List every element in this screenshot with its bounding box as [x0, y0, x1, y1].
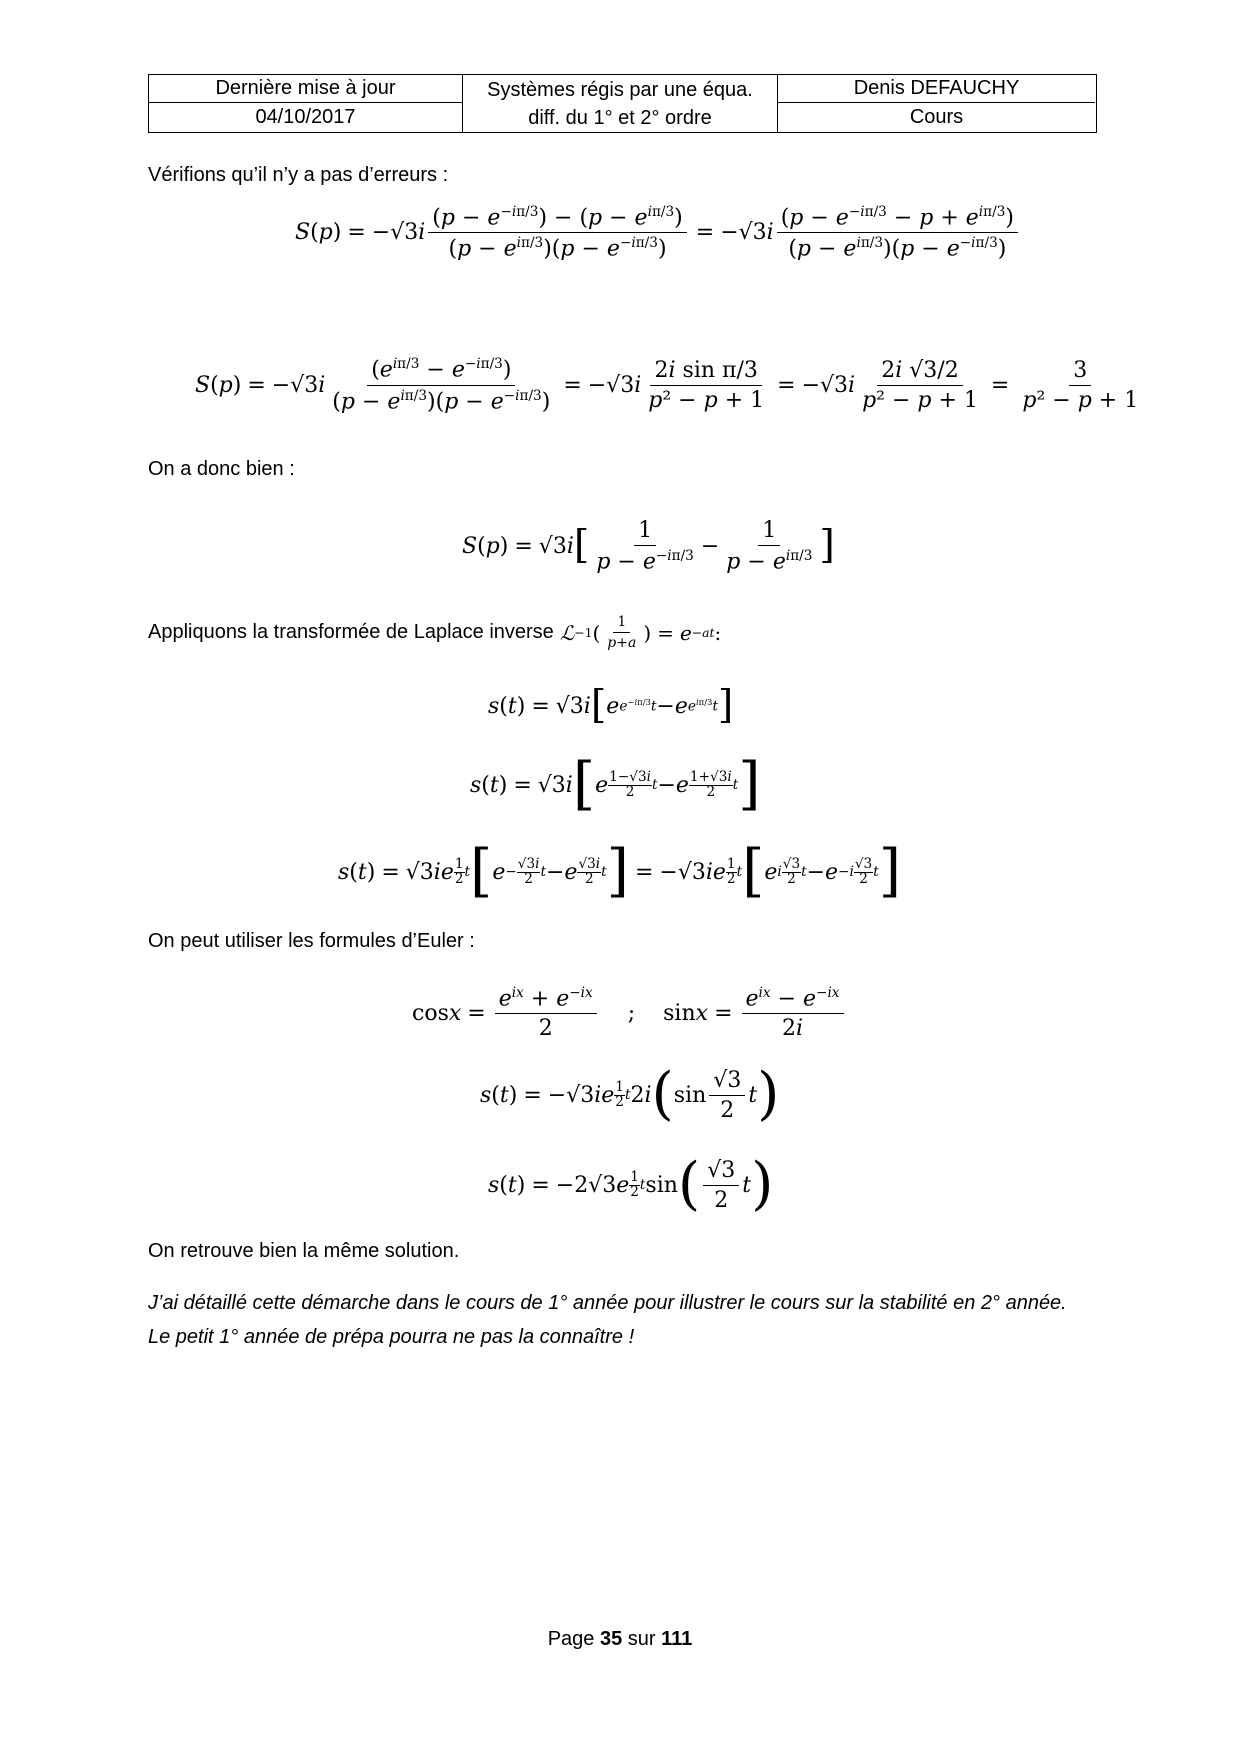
equation-3: S ( p ) = √3 i [ $\frac{1}{p - e^{-i\pi/3}}$ − $\frac{1}{p - e^{i\pi/3}}$ ]: [462, 517, 835, 575]
laplace-text: Appliquons la transformée de Laplace inverse: [148, 621, 554, 643]
equation-2: S ( p ) = −√3 i $\frac{(e^{i\pi/3} - e^{-i\pi/3})}{(p - e^{i\pi/3})(p - e^{-i\pi/3})}$ = −√3 i $\frac{\text{2i sin π/3}}{\text{p² − p + 1}}$ = −√3 i $\frac{2i √3/2}{\text{p² − p + 1}}$ = $\frac{3}{\text{p² − p + 1}}$: [195, 356, 1139, 414]
header-table: [148, 74, 1097, 133]
note-line-1: J’ai détaillé cette démarche dans le cours de 1° année pour illustrer le cours sur la stabilité en 2° année.: [148, 1292, 1067, 1314]
equation-euler: cos x = $\frac{e^{ix} + e^{-ix}}{2}$ ; sin x = $\frac{e^{ix} - e^{-ix}}{2i}$: [412, 978, 847, 1048]
laplace-formula: ℒ −1 ( $\frac{1}{p+a}$ ) = e −at :: [559, 614, 722, 651]
title-line-2: diff. du 1° et 2° ordre: [528, 106, 712, 129]
last-update-label: Dernière mise à jour: [149, 75, 463, 103]
equation-8: s ( t ) = −√3 ie 1 2 t 2 i ( sin $\frac{√3}{2}$ t ): [480, 1061, 780, 1128]
page-current: 35: [599, 1628, 623, 1650]
document-type: Cours: [909, 106, 964, 128]
equation-9: s ( t ) = −2√3 e 1 2 t sin ( $\frac{√3}{2}$ t ): [488, 1151, 774, 1218]
equation-4: s ( t ) = √3 i [ e $e^{-i\pi/3}t$ − e $e^{i\pi/3}t$ ]: [488, 682, 734, 729]
equation-1: S ( p ) = −√3 i $\frac{(p - e^{-i\pi/3}) - (p - e^{i\pi/3})}{(p - e^{i\pi/3})(p - e^{-i\pi/3})}$ = −√3 i $\frac{(p - e^{-i\pi/3} - p + e^{i\pi/3})}{(p - e^{i\pi/3})(p - e^{-i\pi/3})}$: [295, 195, 1021, 270]
page-prefix: Page: [547, 1628, 595, 1650]
paragraph-laplace: [148, 614, 721, 651]
last-update-date: 04/10/2017: [149, 103, 463, 132]
paragraph-verify: Vérifions qu’il n’y a pas d’erreurs :: [148, 164, 449, 186]
page-separator: sur: [627, 1628, 656, 1650]
note-line-2: Le petit 1° année de prépa pourra ne pas la connaître !: [148, 1326, 635, 1348]
author: Denis DEFAUCHY: [778, 75, 1095, 103]
equation-5: s ( t ) = √3 i [ e 1−√3i 2 t − e 1+√3i 2 t ]: [470, 751, 761, 818]
paragraph-so-we-have: On a donc bien :: [148, 458, 295, 480]
paragraph-euler: On peut utiliser les formules d’Euler :: [148, 930, 475, 952]
title-line-1: Systèmes régis par une équa.: [487, 78, 753, 101]
page-total: 111: [661, 1628, 693, 1650]
equation-6: s ( t ) = √3 ie 1 2 t [ e − $\frac{√3i}{2}$ t − e √3i 2 t ] = −√3 ie 1 2 t [ e i √3 2 t − e −i √3 2 t ]: [338, 838, 902, 905]
paragraph-same-solution: On retrouve bien la même solution.: [148, 1240, 460, 1262]
page-footer: [0, 1628, 1240, 1651]
document-title: [463, 75, 778, 132]
